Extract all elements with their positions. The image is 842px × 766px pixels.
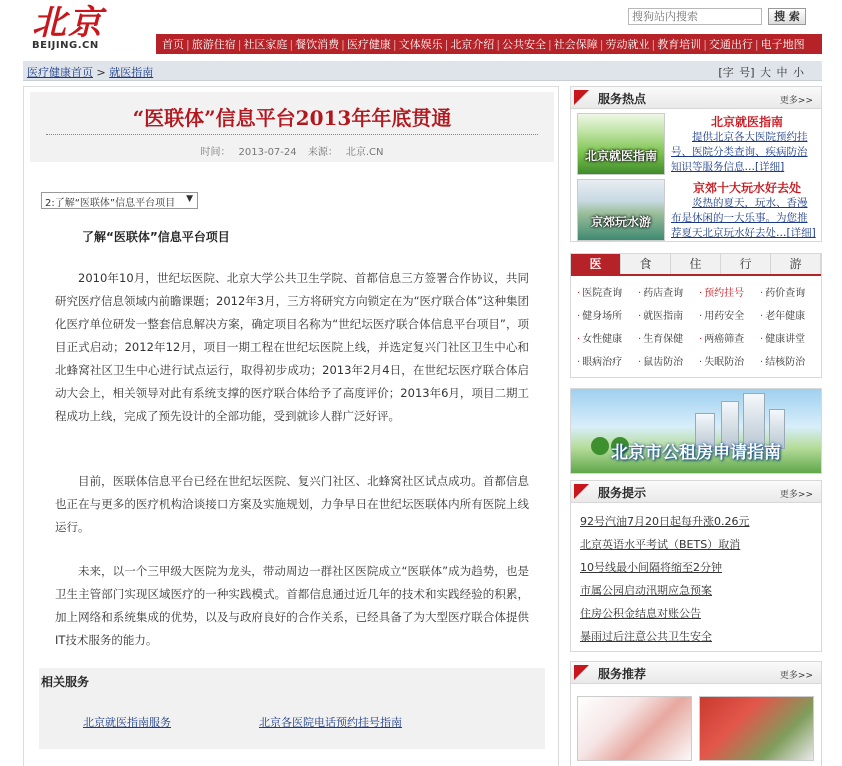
- related-services: [39, 668, 545, 749]
- nav-separator: |: [599, 37, 604, 51]
- category-tab[interactable]: 住: [671, 254, 721, 274]
- bullet-icon: ·: [760, 334, 764, 345]
- article-paragraph: 目前，医联体信息平台已经在世纪坛医院、复兴门社区、北蜂窝社区试点成功。首都信息也正在与更多的医疗机构洽谈接口方案及实施规划，力争早日在世纪坛医联体内所有医院上线运行。: [55, 474, 529, 534]
- tip-link[interactable]: 92号汽油7月20日起每升涨0.26元: [580, 515, 750, 528]
- category-tab[interactable]: 行: [721, 254, 771, 274]
- service-link[interactable]: [699, 286, 760, 301]
- article-title: “医联体”信息平台2013年年底贯通: [132, 106, 452, 130]
- nav-separator: |: [651, 37, 656, 51]
- article-paragraph: 2010年10月，世纪坛医院、北京大学公共卫生学院、首都信息三方签署合作协议，共同研究医疗信息领域内前瞻课题；2012年3月，三方将研究方向锁定在为“医疗联合体”这种集团化医疗单位研发一整套信息解决方案，确定项目名称为“世纪坛医疗联合体信息平台项目”，项目正式启动；2012年12月，项目一期工程在世纪坛医院上线，并选定复兴门社区卫生中心和北蜂窝社区卫生中心进行试点运行，取得初步成功；2013年2月4日，在世纪坛医疗联合体启动大会上，相关领导对此有系统支撑的医疗联合体给予了高度评价；2013年6月，项目二期工程成功上线，完成了预先设计的全部功能，受到就诊人群广泛好评。: [55, 271, 529, 423]
- nav-separator: |: [754, 37, 759, 51]
- tip-link[interactable]: 北京英语水平考试（BETS）取消: [580, 538, 741, 551]
- bullet-icon: ·: [760, 288, 764, 299]
- service-link[interactable]: [638, 286, 699, 301]
- banner-text: 北京市公租房申请指南: [611, 443, 781, 463]
- category-tab[interactable]: 食: [621, 254, 671, 274]
- category-tabs: [571, 254, 821, 276]
- image-caption: 京郊玩水游: [590, 215, 651, 229]
- service-label: 生育保健: [643, 334, 684, 345]
- service-label: 女性健康: [582, 334, 623, 345]
- bullet-icon: ·: [638, 334, 642, 345]
- box-title: 服务热点: [598, 92, 647, 106]
- tip-link[interactable]: 住房公积金结息对账公告: [580, 607, 701, 620]
- page-select-value: 2:了解“医联体”信息平台项目: [45, 198, 176, 209]
- hot-title[interactable]: 北京就医指南: [710, 115, 783, 129]
- more-link[interactable]: 更多>>: [779, 490, 813, 500]
- service-link[interactable]: [577, 355, 638, 370]
- logo-english: BEIJING.CN: [32, 40, 99, 51]
- bullet-icon: ·: [638, 311, 642, 322]
- nav-item[interactable]: 公共安全: [502, 38, 547, 51]
- hot-image-water-fun[interactable]: [577, 179, 665, 241]
- related-services-heading: 相关服务: [41, 675, 90, 689]
- related-link-hospital-booking[interactable]: 北京各医院电话预约挂号指南: [259, 716, 402, 729]
- bullet-icon: ·: [760, 311, 764, 322]
- more-link[interactable]: 更多>>: [779, 671, 813, 681]
- bullet-icon: ·: [577, 311, 581, 322]
- service-label: 健康讲堂: [765, 334, 806, 345]
- article-header: [30, 92, 554, 162]
- search-input[interactable]: [628, 8, 762, 25]
- time-label: 时间：: [200, 147, 231, 158]
- nav-separator: |: [237, 37, 242, 51]
- flag-icon: [574, 90, 589, 105]
- font-size-switcher[interactable]: [字 号] 大 中 小: [718, 66, 804, 79]
- breadcrumb-link-health-home[interactable]: 医疗健康首页: [27, 66, 93, 79]
- service-link[interactable]: [638, 355, 699, 370]
- nav-item[interactable]: 交通出行: [708, 38, 753, 51]
- service-label: 预约挂号: [704, 288, 745, 299]
- source-label: 来源：: [307, 147, 338, 158]
- flag-icon: [574, 484, 589, 499]
- breadcrumb-separator: >: [96, 66, 106, 79]
- hot-image-medical-guide[interactable]: [577, 113, 665, 175]
- service-label: 结核防治: [765, 357, 806, 368]
- nav-separator: |: [392, 37, 397, 51]
- service-tabs-box: [570, 253, 822, 378]
- bullet-icon: ·: [699, 334, 703, 345]
- breadcrumb-link-guide[interactable]: 就医指南: [109, 66, 154, 79]
- service-link[interactable]: [638, 332, 699, 347]
- article-panel: [23, 86, 559, 766]
- service-hotspot-box: [570, 86, 822, 242]
- page-select[interactable]: [41, 192, 198, 209]
- service-label: 健身场所: [582, 311, 623, 322]
- service-link[interactable]: [699, 355, 760, 370]
- main-nav: [156, 34, 822, 54]
- box-header: [571, 481, 821, 503]
- divider: [46, 134, 538, 135]
- service-link[interactable]: [699, 309, 760, 324]
- nav-separator: |: [444, 37, 449, 51]
- more-link[interactable]: 更多>>: [779, 96, 813, 106]
- bullet-icon: ·: [577, 334, 581, 345]
- nav-item[interactable]: 教育培训: [657, 38, 702, 51]
- bullet-icon: ·: [638, 288, 642, 299]
- nav-item[interactable]: 电子地图: [760, 38, 805, 51]
- category-tab[interactable]: 医: [571, 254, 621, 274]
- breadcrumb: [27, 64, 153, 80]
- source-value: 北京.CN: [345, 147, 384, 158]
- hot-desc[interactable]: 炎热的夏天，玩水、香漫布是休闲的一大乐事。为您推荐夏天北京玩水好去处…[详细]: [671, 197, 816, 239]
- article-paragraph: 未来，以一个三甲级大医院为龙头，带动周边一群社区医院成立“医联体”成为趋势，也是卫生主管部门实现区域医疗的一种实践模式。首都信息通过近几年的技术和实践经验的积累，加上网络和系统集成的优势，以及与政府良好的合作关系，已经具备了为大型医疗联合体提供IT技术服务的能力。: [55, 564, 529, 647]
- box-header: [571, 662, 821, 684]
- logo-chinese: 北京: [32, 3, 104, 43]
- nav-item[interactable]: 劳动就业: [605, 38, 650, 51]
- nav-separator: |: [341, 37, 345, 51]
- recommend-image[interactable]: [699, 696, 814, 761]
- nav-item[interactable]: 首页: [162, 38, 184, 51]
- bullet-icon: ·: [760, 357, 764, 368]
- hot-title[interactable]: 京郊十大玩水好去处: [692, 181, 801, 195]
- tip-link[interactable]: 10号线最小间隔将缩至2分钟: [580, 561, 722, 574]
- service-link[interactable]: [577, 332, 638, 347]
- hot-desc[interactable]: 提供北京各大医院预约挂号、医院分类查询、疾病防治知识等服务信息…[详细]: [671, 131, 808, 173]
- nav-item[interactable]: 社会保障: [553, 38, 598, 51]
- related-link-medical-guide[interactable]: 北京就医指南服务: [83, 716, 171, 729]
- service-tips-box: [570, 480, 822, 652]
- service-link[interactable]: [577, 286, 638, 301]
- service-link[interactable]: [760, 332, 821, 347]
- service-link[interactable]: [760, 286, 821, 301]
- bullet-icon: ·: [577, 288, 581, 299]
- nav-separator: |: [186, 37, 190, 51]
- bullet-icon: ·: [699, 357, 703, 368]
- flag-icon: [574, 665, 589, 680]
- service-label: 用药安全: [704, 311, 745, 322]
- service-label: 两癌筛查: [704, 334, 745, 345]
- service-label: 老年健康: [765, 311, 806, 322]
- nav-item[interactable]: 旅游住宿: [191, 38, 236, 51]
- bullet-icon: ·: [699, 311, 703, 322]
- service-link[interactable]: [760, 309, 821, 324]
- nav-separator: |: [703, 37, 707, 51]
- tip-link[interactable]: 市属公园启动汛期应急预案: [580, 584, 712, 597]
- service-label: 眼病治疗: [582, 357, 623, 368]
- dropdown-arrow-icon: ▼: [186, 194, 193, 204]
- service-label: 就医指南: [643, 311, 684, 322]
- nav-separator: |: [289, 37, 294, 51]
- breadcrumb-bar: [23, 61, 822, 81]
- bullet-icon: ·: [699, 288, 703, 299]
- search-button[interactable]: 搜 索: [768, 8, 806, 25]
- box-title: 服务推荐: [598, 667, 647, 681]
- public-rental-banner[interactable]: [570, 388, 822, 474]
- bullet-icon: ·: [638, 357, 642, 368]
- service-label: 医院查询: [582, 288, 623, 299]
- time-value: 2013-07-24: [238, 147, 297, 158]
- service-label: 失眠防治: [704, 357, 745, 368]
- article-subheading: 了解“医联体”信息平台项目: [82, 230, 230, 244]
- nav-separator: |: [548, 37, 552, 51]
- service-links: [577, 286, 821, 370]
- nav-item[interactable]: 社区家庭: [243, 38, 288, 51]
- service-label: 鼠齿防治: [643, 357, 684, 368]
- nav-item[interactable]: 医疗健康: [346, 38, 391, 51]
- site-logo[interactable]: [32, 4, 112, 58]
- box-header: [571, 87, 821, 109]
- box-title: 服务提示: [598, 486, 647, 500]
- image-caption: 北京就医指南: [584, 149, 657, 163]
- service-label: 药店查询: [643, 288, 684, 299]
- article-meta: [30, 143, 554, 158]
- service-link[interactable]: [760, 355, 821, 370]
- category-tab[interactable]: 游: [771, 254, 821, 274]
- service-label: 药价查询: [765, 288, 806, 299]
- nav-item[interactable]: 餐饮消费: [295, 38, 340, 51]
- service-link[interactable]: [699, 332, 760, 347]
- service-recommend-box: [570, 661, 822, 766]
- service-link[interactable]: [638, 309, 699, 324]
- bullet-icon: ·: [577, 357, 581, 368]
- nav-separator: |: [496, 37, 501, 51]
- nav-item[interactable]: 北京介绍: [450, 38, 495, 51]
- tip-link[interactable]: 暴雨过后注意公共卫生安全: [580, 630, 712, 643]
- service-link[interactable]: [577, 309, 638, 324]
- nav-item[interactable]: 文体娱乐: [398, 38, 443, 51]
- recommend-image[interactable]: [577, 696, 692, 761]
